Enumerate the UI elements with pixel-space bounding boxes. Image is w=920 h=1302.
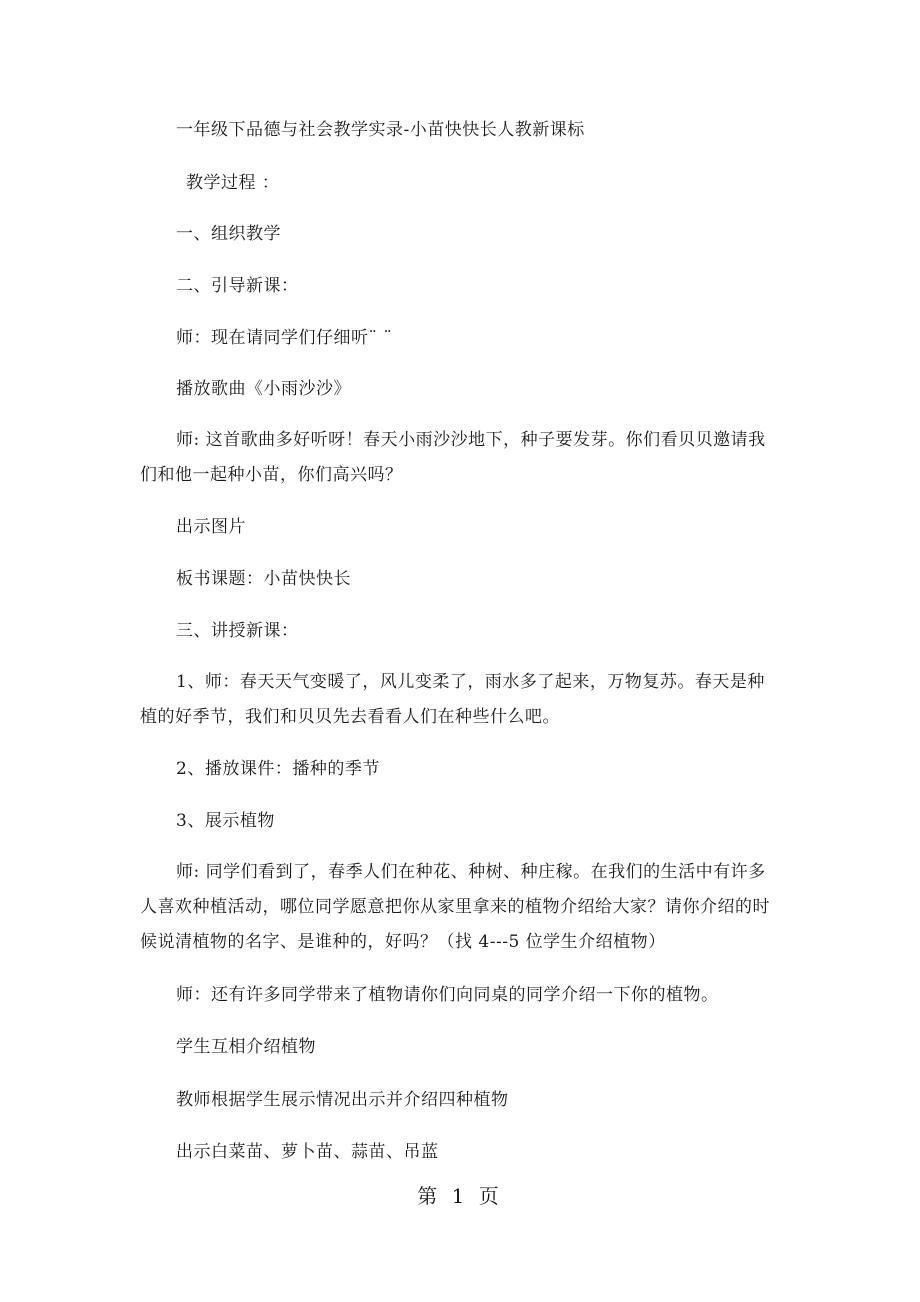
paragraph-students-introduce: 学生互相介绍植物	[176, 1037, 316, 1057]
paragraph-play-song: 播放歌曲《小雨沙沙》	[176, 379, 351, 399]
section-heading-2: 二、引导新课：	[176, 276, 299, 296]
paragraph-step-2: 2、播放课件：播种的季节	[176, 759, 380, 779]
paragraph-step-3: 3、展示植物	[176, 811, 275, 831]
paragraph-step-1: 1、师：春天天气变暖了，风儿变柔了，雨水多了起来，万物复苏。春天是种植的好季节，我们和贝贝先去看看人们在种些什么吧。	[140, 672, 765, 727]
paragraph-board-title: 板书课题：小苗快快长	[176, 569, 351, 589]
document-title: 一年级下品德与社会教学实录-小苗快快长人教新课标	[176, 120, 585, 140]
paragraph-teacher-song: 师: 这首歌曲多好听呀！春天小雨沙沙地下，种子要发芽。你们看贝贝邀请我们和他一起种小苗，你们高兴吗？	[140, 430, 766, 485]
page-number: 第 1 页	[417, 1184, 503, 1208]
paragraph-teacher-deskmate: 师：还有许多同学带来了植物请你们向同桌的同学介绍一下你的植物。	[176, 985, 719, 1005]
paragraph-teacher-listen: 师：现在请同学们仔细听¨ ¨	[176, 328, 393, 348]
section-heading-process: 教学过程 ：	[186, 173, 280, 193]
paragraph-show-seedlings: 出示白菜苗、萝卜苗、蒜苗、吊蓝	[176, 1142, 439, 1162]
section-heading-3: 三、讲授新课：	[176, 621, 299, 641]
paragraph-show-picture: 出示图片	[176, 517, 246, 537]
section-heading-1: 一、组织教学	[176, 224, 281, 244]
paragraph-teacher-show-four: 教师根据学生展示情况出示并介绍四种植物	[176, 1090, 509, 1110]
paragraph-teacher-plants: 师: 同学们看到了，春季人们在种花、种树、种庄稼。在我们的生活中有许多人喜欢种植活动，哪位同学愿意把你从家里拿来的植物介绍给大家？请你介绍的时候说清植物的名字、是谁种的，好吗？（找 4---5 位学生介绍植物）	[140, 862, 770, 952]
